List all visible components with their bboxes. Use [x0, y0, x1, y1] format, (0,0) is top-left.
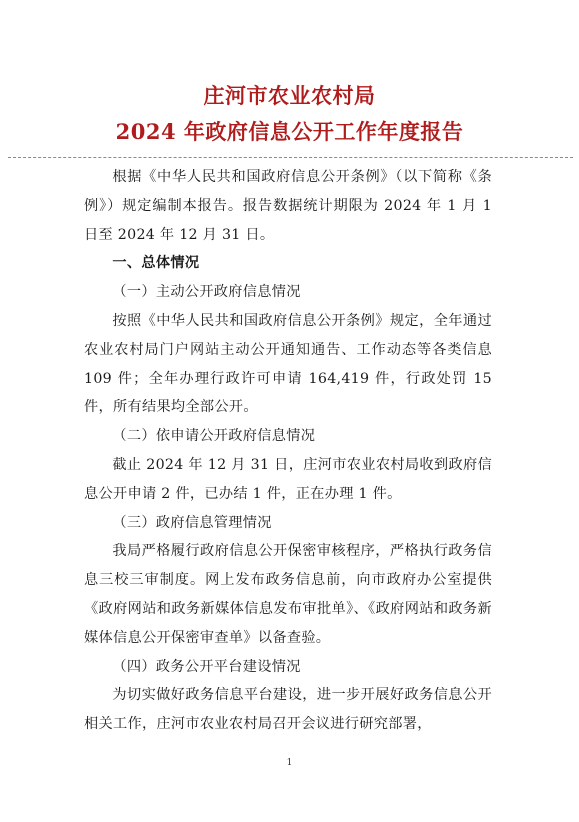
intro-paragraph: 根据《中华人民共和国政府信息公开条例》（以下简称《条例》）规定编制本报告。报告数据统计期限为 2024 年 1 月 1 日至 2024 年 12 月 31 日。 — [84, 169, 492, 243]
proactive-disclosure-paragraph: 按照《中华人民共和国政府信息公开条例》规定，全年通过农业农村局门户网站主动公开通知通告、工作动态等各类信息 109 件；全年办理行政许可申请 164,419 件，行政处罚 15 件，所有结果均全部公开。 — [84, 312, 492, 416]
subsection-heading-platform-construction: （四）政务公开平台建设情况 — [112, 658, 301, 675]
platform-construction-paragraph: 为切实做好政务信息平台建设，进一步开展好政务信息公开相关工作，庄河市农业农村局召开会议进行研究部署， — [84, 687, 492, 733]
subsection-heading-application-disclosure: （二）依申请公开政府信息情况 — [112, 428, 316, 445]
section-heading-overview: 一、总体情况 — [112, 255, 200, 272]
document-body — [84, 163, 492, 739]
subsection-heading-information-management: （三）政府信息管理情况 — [112, 514, 272, 531]
application-disclosure-paragraph: 截止 2024 年 12 月 31 日，庄河市农业农村局收到政府信息公开申请 2 件，已办结 1 件，正在办理 1 件。 — [84, 456, 492, 502]
document-title-report: 2024 年政府信息公开工作年度报告 — [115, 119, 464, 144]
title-divider — [8, 157, 573, 158]
document-title-agency: 庄河市农业农村局 — [203, 83, 376, 108]
subsection-heading-proactive-disclosure: （一）主动公开政府信息情况 — [112, 284, 301, 301]
page-number: 1 — [286, 758, 293, 768]
information-management-paragraph: 我局严格履行政府信息公开保密审核程序，严格执行政务信息三校三审制度。网上发布政务信息前，向市政府办公室提供《政府网站和政务新媒体信息发布审批单》、《政府网站和政务新媒体信息公开保密审查单》以备查验。 — [84, 543, 492, 646]
